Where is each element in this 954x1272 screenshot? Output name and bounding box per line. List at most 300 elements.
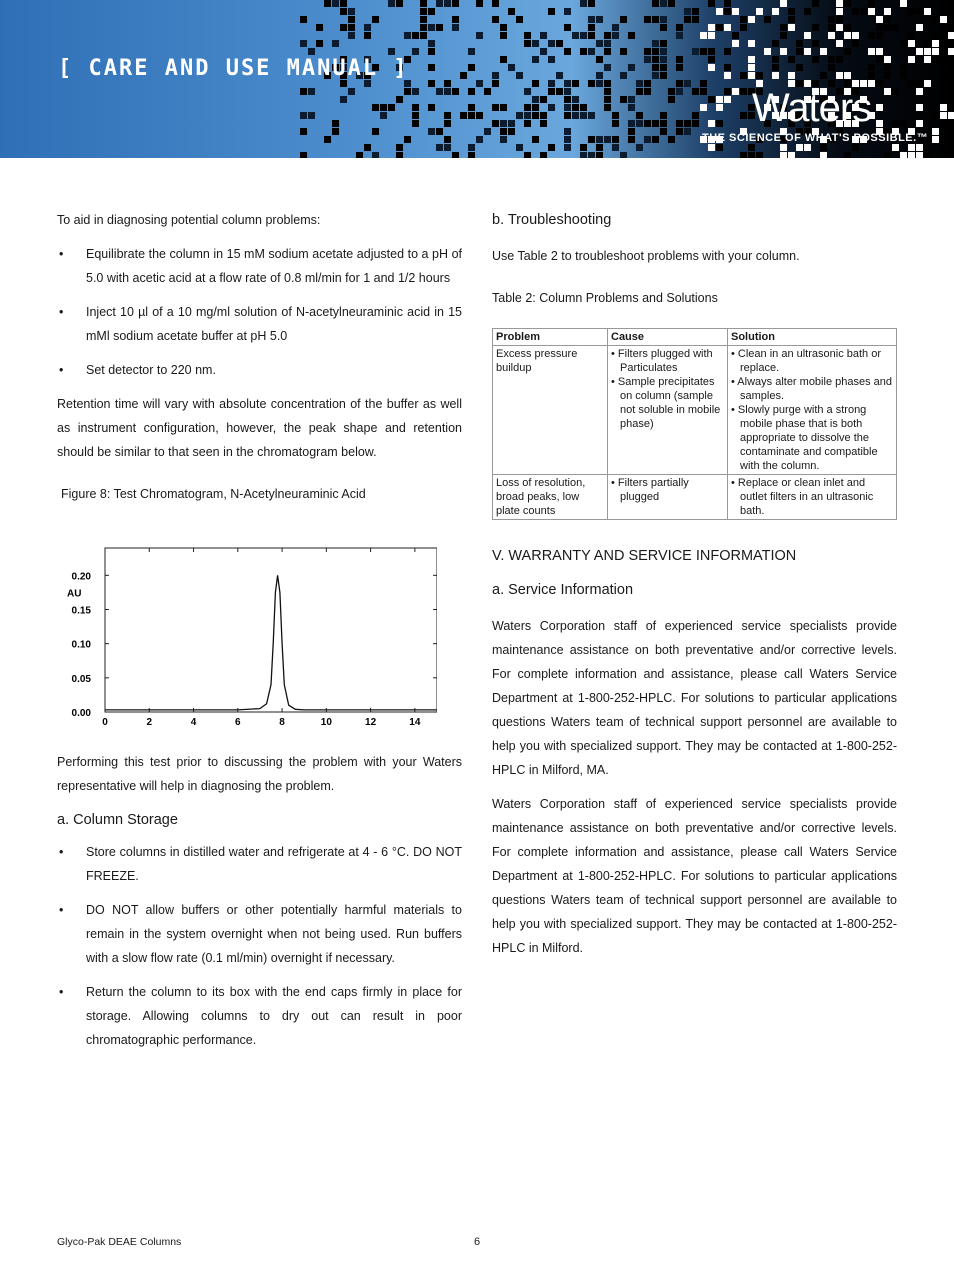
pixel-block — [948, 64, 954, 71]
table-header-row — [493, 329, 897, 346]
pixel-block — [444, 80, 451, 87]
pixel-block — [804, 48, 811, 55]
table-row — [493, 475, 897, 520]
pixel-block — [436, 0, 443, 7]
pixel-block — [452, 0, 459, 7]
pixel-block — [604, 136, 611, 143]
pixel-block — [724, 88, 731, 95]
pixel-block — [364, 144, 371, 151]
pixel-block — [500, 32, 507, 39]
pixel-block — [876, 80, 883, 87]
pixel-block — [580, 112, 587, 119]
footer-product: Glyco-Pak DEAE Columns — [57, 1236, 182, 1248]
pixel-block — [364, 24, 371, 31]
pixel-block — [708, 24, 715, 31]
pixel-block — [324, 136, 331, 143]
pixel-block — [764, 48, 771, 55]
pixel-block — [588, 112, 595, 119]
pixel-block — [924, 48, 931, 55]
pixel-block — [500, 128, 507, 135]
pixel-block — [900, 120, 907, 127]
pixel-block — [348, 88, 355, 95]
pixel-block — [652, 0, 659, 7]
pixel-block — [340, 80, 347, 87]
pixel-block — [620, 152, 627, 158]
pixel-block — [868, 8, 875, 15]
x-tick-label: 14 — [409, 717, 421, 728]
tagline: THE SCIENCE OF WHAT'S POSSIBLE.™ — [702, 132, 929, 144]
pixel-block — [892, 120, 899, 127]
pixel-block — [428, 104, 435, 111]
waters-logo: Waters — [752, 86, 872, 130]
pixel-block — [868, 48, 875, 55]
pixel-block — [404, 88, 411, 95]
pixel-block — [724, 96, 731, 103]
pixel-block — [652, 64, 659, 71]
pixel-block — [556, 40, 563, 47]
pixel-block — [852, 8, 859, 15]
pixel-block — [500, 120, 507, 127]
pixel-block — [708, 0, 715, 7]
pixel-block — [772, 72, 779, 79]
pixel-block — [836, 0, 843, 7]
pixel-block — [476, 0, 483, 7]
pixel-block — [612, 144, 619, 151]
table-row — [493, 346, 897, 475]
pixel-block — [564, 88, 571, 95]
x-tick-label: 0 — [102, 717, 108, 728]
pixel-block — [660, 56, 667, 63]
pixel-block — [684, 8, 691, 15]
pixel-block — [908, 144, 915, 151]
pixel-block — [780, 24, 787, 31]
pixel-block — [604, 40, 611, 47]
pixel-block — [884, 64, 891, 71]
pixel-block — [588, 24, 595, 31]
pixel-block — [644, 16, 651, 23]
pixel-block — [844, 72, 851, 79]
pixel-block — [636, 120, 643, 127]
pixel-block — [692, 48, 699, 55]
pixel-block — [308, 88, 315, 95]
pixel-block — [412, 32, 419, 39]
pixel-block — [924, 8, 931, 15]
pixel-block — [684, 128, 691, 135]
pixel-block — [588, 32, 595, 39]
performing-text: Performing this test prior to discussing the problem with your Waters representative will help in diagnosing the problem. — [57, 755, 462, 793]
pixel-block — [948, 40, 954, 47]
pixel-block — [676, 120, 683, 127]
pixel-block — [828, 24, 835, 31]
pixel-block — [316, 40, 323, 47]
table-header: Cause — [608, 329, 728, 346]
pixel-block — [580, 104, 587, 111]
pixel-block — [796, 144, 803, 151]
pixel-block — [532, 56, 539, 63]
pixel-block — [332, 128, 339, 135]
pixel-block — [756, 8, 763, 15]
pixel-block — [596, 40, 603, 47]
pixel-block — [652, 120, 659, 127]
pixel-block — [388, 48, 395, 55]
pixel-block — [908, 80, 915, 87]
pixel-block — [548, 8, 555, 15]
pixel-block — [452, 24, 459, 31]
pixel-block — [580, 48, 587, 55]
pixel-block — [564, 8, 571, 15]
pixel-block — [868, 72, 875, 79]
pixel-block — [412, 104, 419, 111]
pixel-block — [476, 112, 483, 119]
pixel-block — [588, 48, 595, 55]
pixel-block — [676, 64, 683, 71]
pixel-block — [836, 16, 843, 23]
pixel-block — [636, 80, 643, 87]
pixel-block — [532, 136, 539, 143]
pixel-block — [860, 8, 867, 15]
pixel-block — [524, 40, 531, 47]
pixel-block — [476, 80, 483, 87]
pixel-block — [932, 48, 939, 55]
y-tick-label: 0.00 — [71, 708, 91, 719]
pixel-block — [948, 48, 954, 55]
pixel-block — [724, 24, 731, 31]
pixel-block — [788, 152, 795, 158]
pixel-block — [796, 48, 803, 55]
pixel-block — [492, 72, 499, 79]
pixel-block — [428, 80, 435, 87]
pixel-block — [564, 136, 571, 143]
pixel-block — [788, 72, 795, 79]
pixel-block — [892, 144, 899, 151]
pixel-block — [724, 48, 731, 55]
pixel-block — [596, 144, 603, 151]
pixel-block — [628, 120, 635, 127]
pixel-block — [468, 48, 475, 55]
pixel-block — [668, 96, 675, 103]
pixel-block — [740, 24, 747, 31]
pixel-block — [620, 96, 627, 103]
pixel-block — [468, 88, 475, 95]
pixel-block — [916, 88, 923, 95]
pixel-block — [676, 80, 683, 87]
pixel-block — [692, 112, 699, 119]
solution-cell: • Replace or clean inlet and outlet filters in an ultrasonic bath. — [728, 475, 897, 520]
pixel-block — [564, 112, 571, 119]
pixel-block — [692, 16, 699, 23]
pixel-block — [652, 16, 659, 23]
pixel-block — [620, 72, 627, 79]
pixel-block — [708, 48, 715, 55]
pixel-block — [388, 0, 395, 7]
y-tick-label: 0.10 — [71, 639, 91, 651]
pixel-block — [428, 8, 435, 15]
pixel-block — [876, 24, 883, 31]
pixel-block — [876, 120, 883, 127]
pixel-block — [628, 136, 635, 143]
pixel-block — [700, 104, 707, 111]
pixel-block — [332, 0, 339, 7]
pixel-block — [628, 128, 635, 135]
pixel-block — [836, 24, 843, 31]
pixel-block — [716, 104, 723, 111]
pixel-block — [636, 88, 643, 95]
pixel-block — [740, 88, 747, 95]
pixel-block — [660, 24, 667, 31]
pixel-block — [660, 128, 667, 135]
pixel-block — [884, 88, 891, 95]
pixel-block — [684, 120, 691, 127]
pixel-block — [500, 56, 507, 63]
pixel-block — [508, 64, 515, 71]
pixel-block — [732, 32, 739, 39]
retention-text: Retention time will vary with absolute concentration of the buffer as well as instrument configuration, however, the peak shape and retention should be similar to that seen in the chromatogram below. — [57, 397, 462, 459]
pixel-block — [372, 152, 379, 158]
pixel-block — [644, 88, 651, 95]
pixel-block — [716, 120, 723, 127]
pixel-block — [716, 144, 723, 151]
pixel-block — [444, 136, 451, 143]
pixel-block — [828, 32, 835, 39]
pixel-block — [676, 56, 683, 63]
pixel-block — [820, 48, 827, 55]
pixel-block — [884, 56, 891, 63]
pixel-block — [716, 24, 723, 31]
pixel-block — [396, 96, 403, 103]
y-tick-label: 0.05 — [71, 673, 91, 685]
pixel-block — [932, 16, 939, 23]
pixel-block — [524, 120, 531, 127]
y-tick-label: 0.15 — [71, 605, 91, 617]
pixel-block — [644, 80, 651, 87]
pixel-block — [604, 64, 611, 71]
pixel-block — [452, 88, 459, 95]
pixel-block — [348, 8, 355, 15]
pixel-block — [660, 40, 667, 47]
pixel-block — [564, 48, 571, 55]
pixel-block — [612, 120, 619, 127]
pixel-block — [676, 32, 683, 39]
pixel-block — [844, 24, 851, 31]
pixel-block — [660, 0, 667, 7]
cause-cell: • Filters partially plugged — [608, 475, 728, 520]
pixel-block — [684, 80, 691, 87]
pixel-block — [644, 136, 651, 143]
pixel-block — [948, 112, 954, 119]
x-tick-label: 2 — [146, 717, 153, 728]
pixel-block — [372, 16, 379, 23]
pixel-block — [748, 72, 755, 79]
pixel-block — [676, 88, 683, 95]
pixel-block — [540, 48, 547, 55]
pixel-block — [948, 128, 954, 135]
pixel-block — [548, 56, 555, 63]
pixel-block — [612, 112, 619, 119]
pixel-block — [300, 40, 307, 47]
pixel-block — [532, 104, 539, 111]
pixel-block — [660, 72, 667, 79]
pixel-block — [300, 88, 307, 95]
manual-title: [ CARE AND USE MANUAL ] — [58, 56, 409, 81]
pixel-block — [364, 32, 371, 39]
pixel-block — [780, 48, 787, 55]
pixel-block — [628, 104, 635, 111]
pixel-block — [540, 32, 547, 39]
pixel-block — [492, 104, 499, 111]
pixel-block — [572, 96, 579, 103]
pixel-block — [788, 24, 795, 31]
warranty-heading: V. WARRANTY AND SERVICE INFORMATION — [492, 548, 797, 564]
pixel-block — [580, 144, 587, 151]
pixel-block — [468, 64, 475, 71]
pixel-block — [876, 104, 883, 111]
pixel-block — [828, 64, 835, 71]
table-header: Solution — [728, 329, 897, 346]
pixel-block — [572, 80, 579, 87]
pixel-block — [708, 56, 715, 63]
pixel-block — [884, 152, 891, 158]
pixel-block — [804, 32, 811, 39]
cause-cell: • Filters plugged with Particulates • Sample precipitates on column (sample not soluble in mobile phase) — [608, 346, 728, 475]
pixel-block — [700, 80, 707, 87]
problem-cell: Excess pressure buildup — [493, 346, 608, 475]
pixel-block — [908, 56, 915, 63]
pixel-block — [796, 40, 803, 47]
pixel-block — [780, 144, 787, 151]
pixel-block — [564, 80, 571, 87]
pixel-block — [868, 0, 875, 7]
pixel-block — [948, 24, 954, 31]
pixel-block — [668, 136, 675, 143]
pixel-block — [852, 32, 859, 39]
pixel-block — [900, 0, 907, 7]
pixel-block — [524, 88, 531, 95]
pixel-block — [612, 32, 619, 39]
pixel-block — [820, 144, 827, 151]
pixel-block — [564, 144, 571, 151]
pixel-block — [404, 80, 411, 87]
pixel-block — [548, 80, 555, 87]
pixel-block — [772, 56, 779, 63]
pixel-block — [596, 56, 603, 63]
pixel-block — [908, 32, 915, 39]
pixel-block — [412, 112, 419, 119]
pixel-block — [516, 72, 523, 79]
pixel-block — [500, 136, 507, 143]
pixel-block — [732, 8, 739, 15]
pixel-block — [692, 120, 699, 127]
pixel-block — [876, 16, 883, 23]
pixel-block — [836, 40, 843, 47]
page-header — [0, 0, 954, 158]
pixel-block — [708, 32, 715, 39]
pixel-block — [620, 48, 627, 55]
pixel-block — [732, 40, 739, 47]
pixel-block — [636, 144, 643, 151]
pixel-block — [876, 48, 883, 55]
pixel-block — [924, 40, 931, 47]
pixel-block — [556, 72, 563, 79]
right-column — [492, 208, 897, 970]
table-header: Problem — [493, 329, 608, 346]
pixel-block — [588, 80, 595, 87]
pixel-block — [316, 24, 323, 31]
problem-cell: Loss of resolution, broad peaks, low plate counts — [493, 475, 608, 520]
pixel-block — [740, 16, 747, 23]
pixel-block — [452, 152, 459, 158]
pixel-block — [604, 80, 611, 87]
pixel-block — [596, 72, 603, 79]
pixel-block — [580, 32, 587, 39]
pixel-block — [524, 112, 531, 119]
pixel-block — [740, 112, 747, 119]
pixel-block — [868, 32, 875, 39]
diagnosis-list — [57, 242, 462, 382]
pixel-block — [508, 8, 515, 15]
pixel-block — [388, 104, 395, 111]
pixel-block — [348, 16, 355, 23]
service-paragraph: Waters Corporation staff of experienced service specialists provide maintenance assistance on both preventative and/or corrective levels. For complete information and assistance, please call Waters Service Department at 1-800-252-HPLC. For solutions to particular applications questions Waters team of technical support personnel are available to help you with specialized support. They may be contacted at 1-800-252-HPLC in Milford. — [492, 797, 897, 955]
intro-text: To aid in diagnosing potential column problems: — [57, 213, 321, 227]
pixel-block — [924, 152, 931, 158]
pixel-block — [836, 8, 843, 15]
pixel-block — [676, 128, 683, 135]
pixel-block — [780, 152, 787, 158]
pixel-block — [492, 120, 499, 127]
pixel-block — [532, 112, 539, 119]
pixel-block — [396, 144, 403, 151]
list-item: • Store columns in distilled water and refrigerate at 4 - 6 °C. DO NOT FREEZE. — [59, 845, 462, 883]
pixel-block — [604, 32, 611, 39]
pixel-block — [348, 32, 355, 39]
pixel-block — [596, 136, 603, 143]
pixel-block — [620, 16, 627, 23]
pixel-block — [804, 144, 811, 151]
problems-table — [492, 328, 897, 520]
pixel-block — [916, 120, 923, 127]
pixel-block — [428, 48, 435, 55]
pixel-block — [556, 88, 563, 95]
pixel-block — [404, 32, 411, 39]
pixel-block — [668, 88, 675, 95]
pixel-block — [516, 16, 523, 23]
pixel-block — [340, 0, 347, 7]
pixel-block — [612, 136, 619, 143]
pixel-block — [700, 32, 707, 39]
pixel-block — [684, 16, 691, 23]
pixel-block — [484, 88, 491, 95]
pixel-block — [700, 88, 707, 95]
pixel-block — [300, 152, 307, 158]
pixel-block — [524, 32, 531, 39]
pixel-block — [652, 56, 659, 63]
pixel-block — [420, 16, 427, 23]
pixel-block — [780, 0, 787, 7]
pixel-block — [564, 96, 571, 103]
pixel-block — [756, 152, 763, 158]
pixel-block — [308, 48, 315, 55]
pixel-block — [396, 0, 403, 7]
pixel-block — [660, 64, 667, 71]
pixel-block — [484, 128, 491, 135]
pixel-block — [300, 128, 307, 135]
x-tick-label: 4 — [190, 717, 197, 728]
pixel-block — [900, 72, 907, 79]
troubleshooting-heading: b. Troubleshooting — [492, 212, 612, 228]
pixel-block — [948, 32, 954, 39]
pixel-block — [468, 112, 475, 119]
pixel-block — [532, 40, 539, 47]
